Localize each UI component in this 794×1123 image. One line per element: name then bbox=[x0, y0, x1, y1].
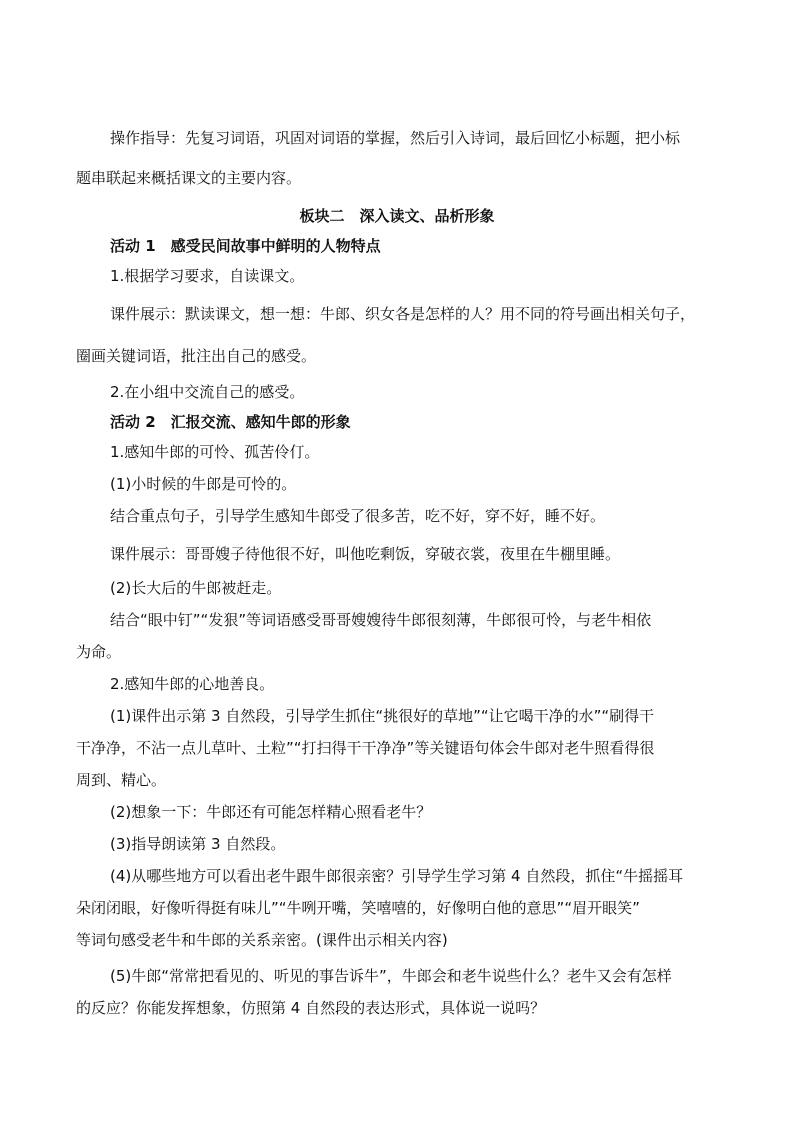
section-heading: 板块二 深入读文、品析形象 bbox=[299, 207, 495, 225]
paragraph-line: (1)小时候的牛郎是可怜的。 bbox=[110, 475, 297, 493]
paragraph-line: (4)从哪些地方可以看出老牛跟牛郎很亲密？引导学生学习第 4 自然段，抓住“牛摇摇耳 bbox=[110, 867, 684, 885]
paragraph-line: 周到、精心。 bbox=[76, 771, 167, 789]
paragraph-line: 等词句感受老牛和牛郎的关系亲密。(课件出示相关内容) bbox=[76, 931, 448, 949]
paragraph-line: 操作指导：先复习词语，巩固对词语的掌握，然后引入诗词，最后回忆小标题，把小标 bbox=[110, 129, 681, 147]
paragraph-line: 圈画关键词语，批注出自己的感受。 bbox=[76, 347, 317, 365]
paragraph-line: 的反应？你能发挥想象，仿照第 4 自然段的表达形式，具体说一说吗？ bbox=[76, 999, 546, 1017]
paragraph-line: 为命。 bbox=[76, 643, 122, 661]
activity-heading: 活动 2 汇报交流、感知牛郎的形象 bbox=[110, 413, 351, 431]
paragraph-line: 朵闭闭眼，好像听得挺有味儿”“牛咧开嘴，笑嘻嘻的，好像明白他的意思”“眉开眼笑” bbox=[76, 899, 640, 917]
paragraph-line: 2.在小组中交流自己的感受。 bbox=[110, 383, 305, 401]
paragraph-line: (1)课件出示第 3 自然段，引导学生抓住“挑很好的草地”“让它喝干净的水”“刷得干 bbox=[110, 707, 655, 725]
paragraph-line: (5)牛郎“常常把看见的、听见的事告诉牛”，牛郎会和老牛说些什么？老牛又会有怎样 bbox=[110, 967, 672, 985]
paragraph-line: (2)长大后的牛郎被赶走。 bbox=[110, 579, 282, 597]
paragraph-line: 1.感知牛郎的可怜、孤苦伶仃。 bbox=[110, 443, 320, 461]
paragraph-line: (2)想象一下：牛郎还有可能怎样精心照看老牛？ bbox=[110, 803, 432, 821]
paragraph-line: (3)指导朗读第 3 自然段。 bbox=[110, 835, 286, 853]
paragraph-line: 课件展示：哥哥嫂子待他很不好，叫他吃剩饭，穿破衣裳，夜里在牛棚里睡。 bbox=[110, 545, 621, 563]
paragraph-line: 1.根据学习要求，自读课文。 bbox=[110, 267, 305, 285]
paragraph-line: 结合重点句子，引导学生感知牛郎受了很多苦，吃不好，穿不好，睡不好。 bbox=[110, 507, 606, 525]
paragraph-line: 结合“眼中钉”“发狠”等词语感受哥哥嫂嫂待牛郎很刻薄，牛郎很可怜，与老牛相依 bbox=[110, 611, 652, 629]
paragraph-line: 2.感知牛郎的心地善良。 bbox=[110, 675, 275, 693]
paragraph-line: 题串联起来概括课文的主要内容。 bbox=[76, 169, 302, 187]
paragraph-line: 干净净，不沾一点儿草叶、土粒”“打扫得干干净净”等关键语句体会牛郎对老牛照看得很 bbox=[76, 739, 655, 757]
paragraph-line: 课件展示：默读课文，想一想：牛郎、织女各是怎样的人？用不同的符号画出相关句子， bbox=[110, 305, 696, 323]
activity-heading: 活动 1 感受民间故事中鲜明的人物特点 bbox=[110, 237, 381, 255]
